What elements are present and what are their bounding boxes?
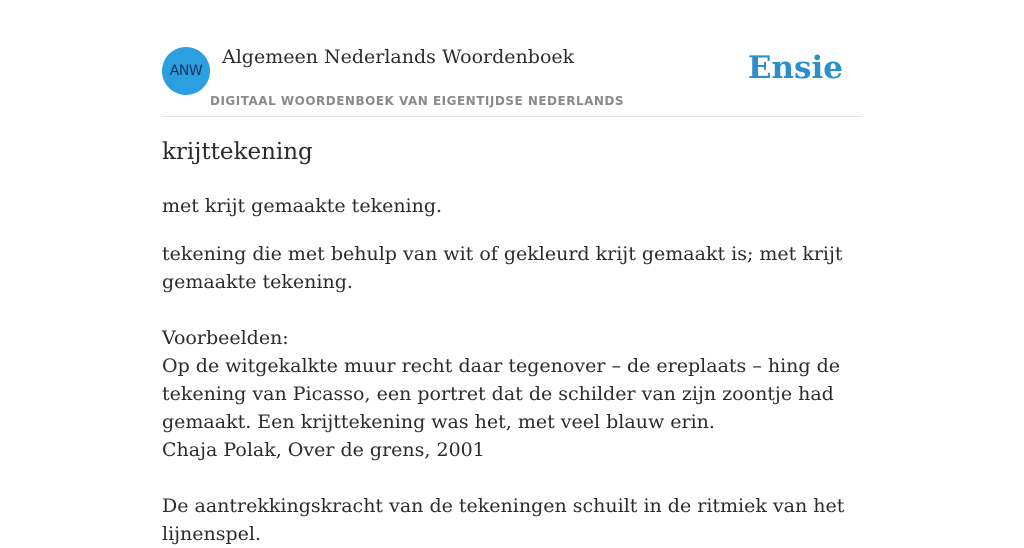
entry-body (162, 240, 862, 548)
examples-heading: Voorbeelden: (162, 327, 289, 349)
page-container (162, 0, 862, 545)
example-text: De aantrekkingskracht van de tekeningen schuilt in de ritmiek van het lijnenspel. (162, 495, 845, 545)
site-header (162, 0, 862, 117)
dictionary-subtitle: DIGITAAL WOORDENBOEK VAN EIGENTIJDSE NEDERLANDS (210, 94, 625, 108)
entry-term: krijttekening (162, 139, 313, 165)
short-definition: met krijt gemaakte tekening. (162, 195, 443, 217)
full-definition: tekening die met behulp van wit of gekleurd krijt gemaakt is; met krijt gemaakte tekening. (162, 243, 843, 293)
example-text: Op de witgekalkte muur recht daar tegenover – de ereplaats – hing de tekening van Picasso, een portret dat de schilder van zijn zoontje had gemaakt. Een krijttekening was het, met veel blauw erin. (162, 355, 841, 433)
dictionary-title[interactable]: Algemeen Nederlands Woordenboek (222, 46, 575, 68)
example-source: Chaja Polak, Over de grens, 2001 (162, 439, 485, 461)
anw-logo[interactable]: ANW (162, 47, 210, 95)
spacer (162, 464, 862, 492)
spacer (162, 296, 862, 324)
ensie-brand-link[interactable]: Ensie (747, 50, 843, 86)
